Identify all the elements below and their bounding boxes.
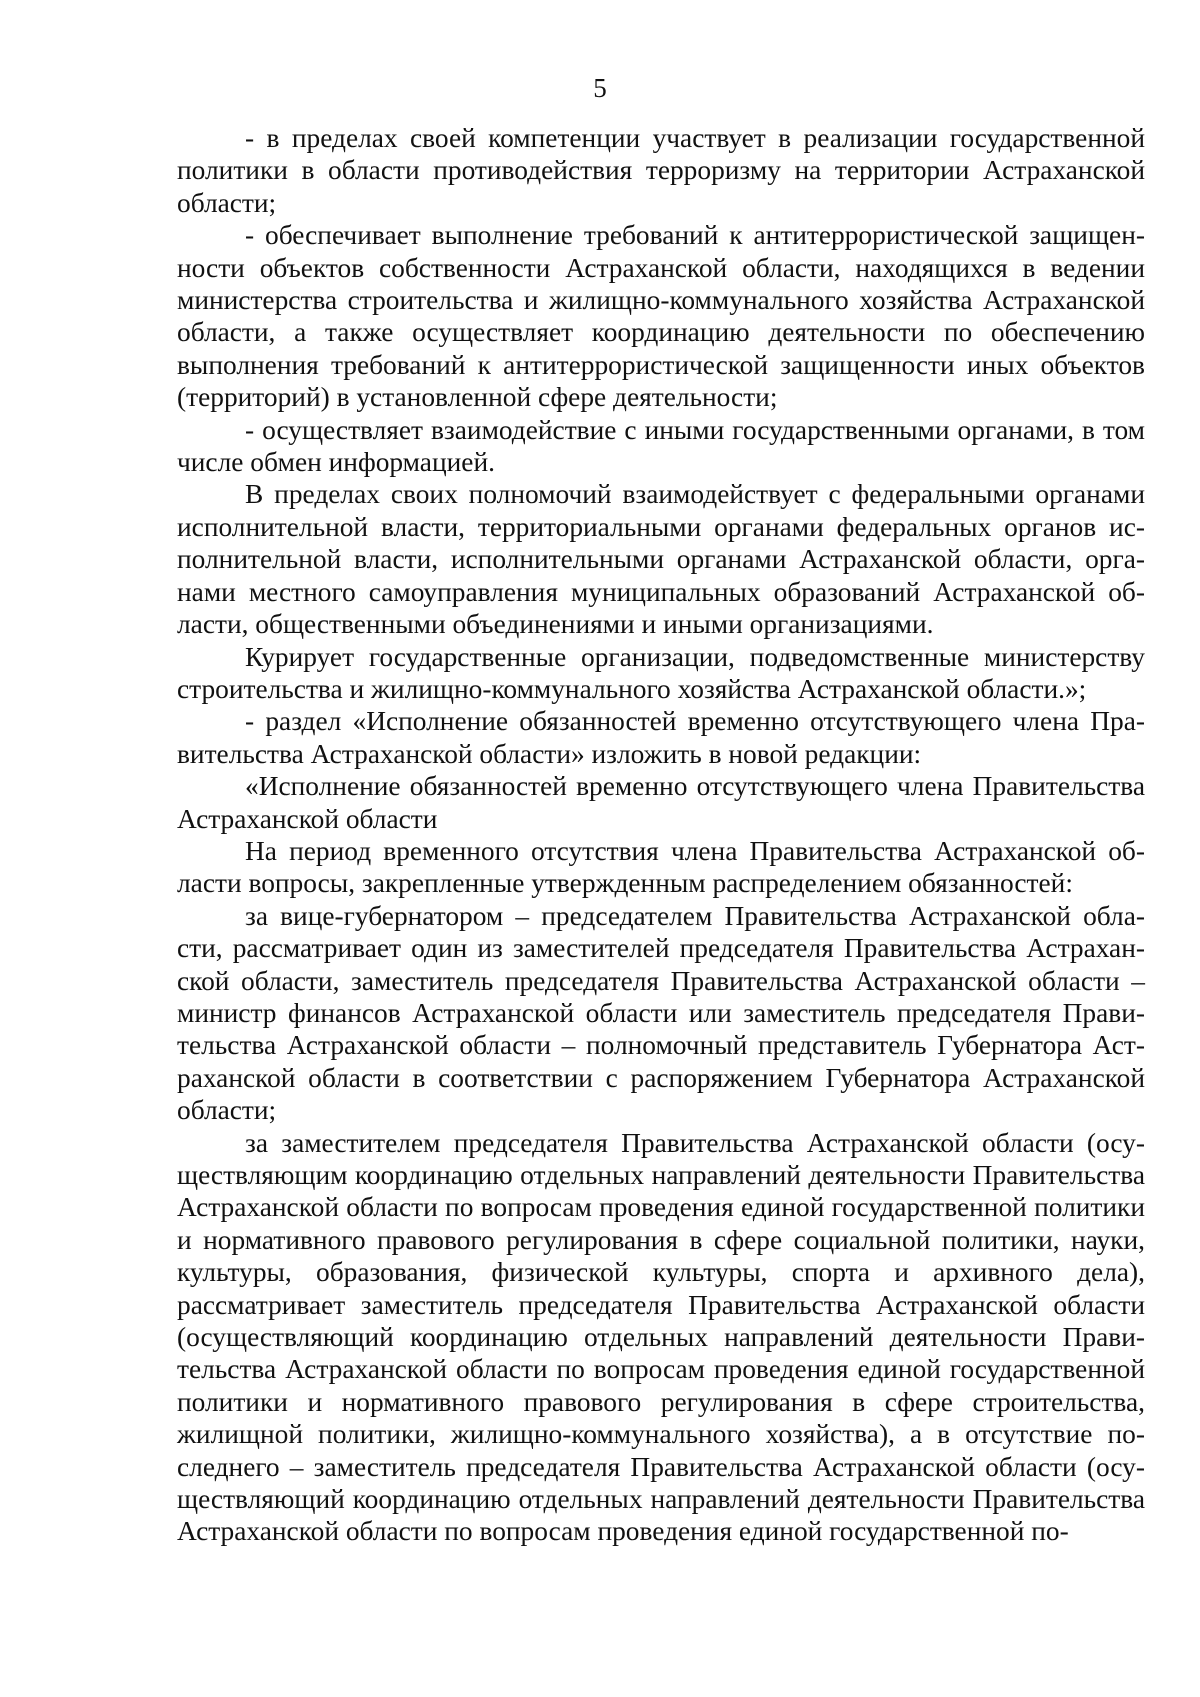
paragraph-4: В пределах своих полномочий взаимодействует с федеральными органами исполнительной власти, территориальными органами федеральных органов исполнительной власти, исполнительными органами Астраханской области, органами местного самоуправления муниципальных образований Астраханской области, общественными объединениями и иными организациями. — [177, 479, 1145, 640]
page-number: 5 — [593, 73, 607, 103]
document-body — [177, 122, 1145, 1548]
paragraph-3: - осуществляет взаимодействие с иными государственными органами, в том числе обмен информацией. — [177, 414, 1145, 478]
paragraph-5: Курирует государственные организации, подведомственные министерству строительства и жилищно-коммунального хозяйства Астраханской области.»; — [177, 641, 1145, 704]
paragraph-2: - обеспечивает выполнение требований к антитеррористической защищенности объектов собственности Астраханской области, находящихся в ведении министерства строительства и жилищно-коммунального хозяйства Астраханской области, а также осуществляет координацию деятельности по обеспечению выполнения требований к антитеррористической защищенности иных объектов (территорий) в установленной сфере деятельности; — [177, 220, 1145, 413]
paragraph-6: - раздел «Исполнение обязанностей временно отсутствующего члена Правительства Астраханской области» изложить в новой редакции: — [177, 706, 1145, 769]
paragraph-9: за вице-губернатором – председателем Правительства Астраханской области, рассматривает один из заместителей председателя Правительства Астраханской области, заместитель председателя Правительства Астраханской области – министр финансов Астраханской области или заместитель председателя Правительства Астраханской области – полномочный представитель Губернатора Астраханской области в соответствии с распоряжением Губернатора Астраханской области; — [177, 900, 1145, 1126]
paragraph-1: - в пределах своей компетенции участвует в реализации государственной политики в области противодействия терроризму на территории Астраханской области; — [177, 123, 1145, 218]
paragraph-7: «Исполнение обязанностей временно отсутствующего члена Правительства Астраханской области — [177, 771, 1145, 834]
paragraph-8: На период временного отсутствия члена Правительства Астраханской области вопросы, закрепленные утвержденным распределением обязанностей: — [177, 835, 1145, 899]
paragraph-10: за заместителем председателя Правительства Астраханской области (осуществляющим координацию отдельных направлений деятельности Правительства Астраханской области по вопросам проведения единой государственной политики и нормативного правового регулирования в сфере социальной политики, науки, культуры, образования, физической культуры, спорта и архивного дела), рассматривает заместитель председателя Правительства Астраханской области (осуществляющий координацию отдельных направлений деятельности Правительства Астраханской области по вопросам проведения единой государственной политики и нормативного правового регулирования в сфере строительства, жилищной политики, жилищно-коммунального хозяйства), а в отсутствие последнего – заместитель председателя Правительства Астраханской области (осуществляющий координацию отдельных направлений деятельности Правительства Астраханской области по вопросам проведения единой государственной по- — [177, 1127, 1145, 1547]
